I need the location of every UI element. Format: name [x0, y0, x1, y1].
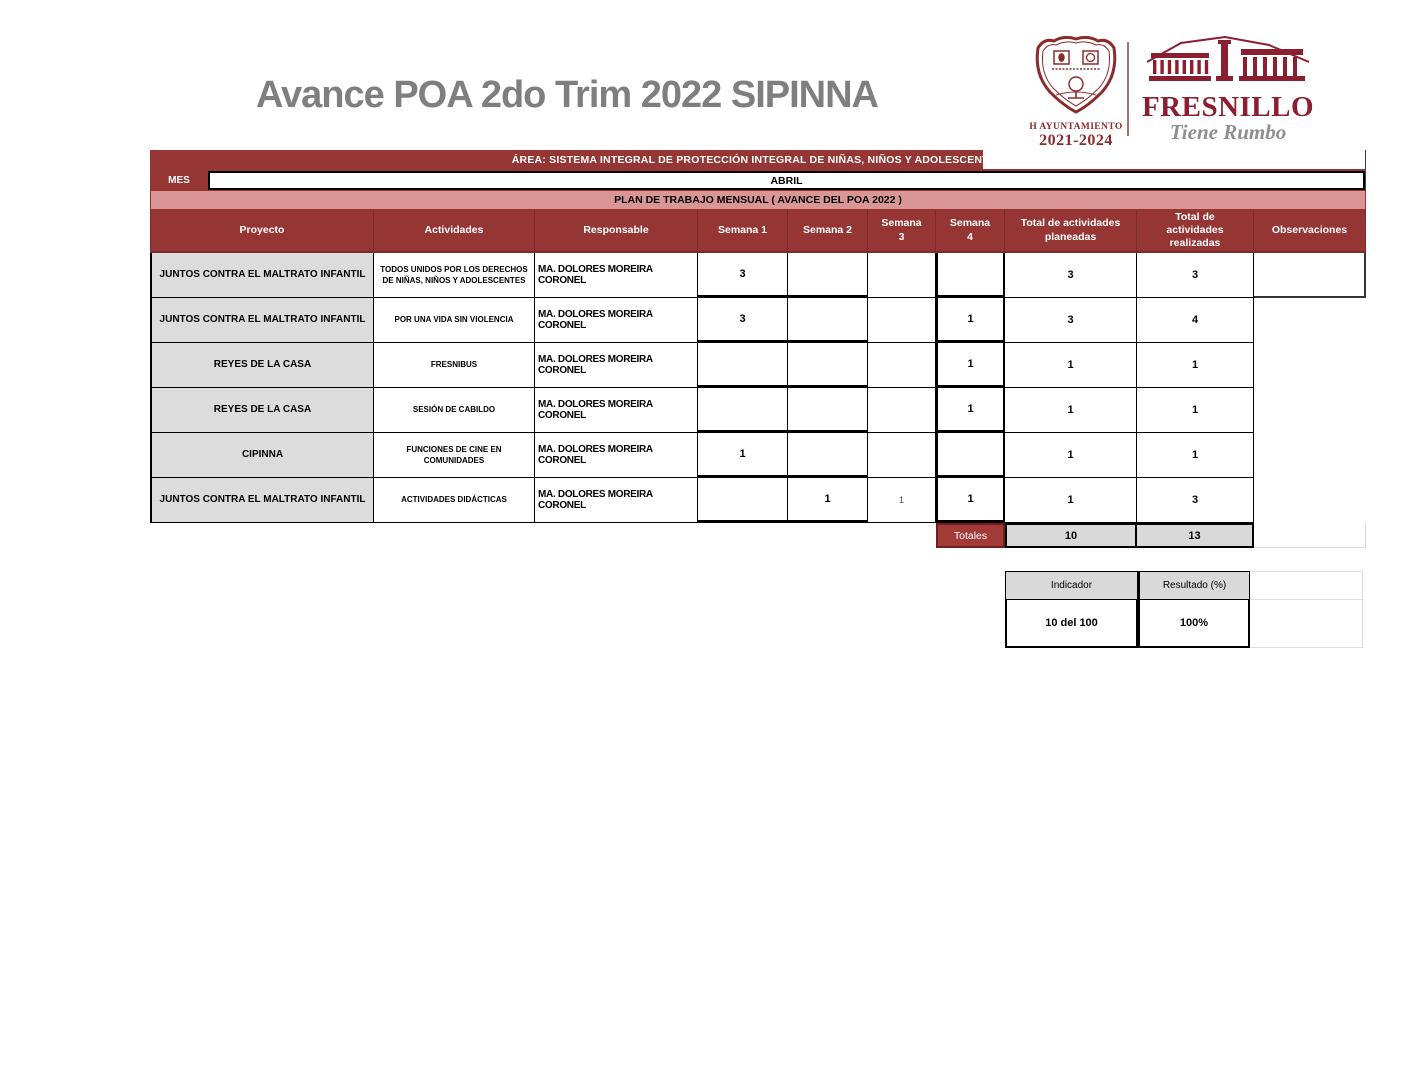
indicador-value: 10 del 100: [1005, 600, 1138, 648]
cell-actividades: POR UNA VIDA SIN VIOLENCIA: [374, 298, 535, 343]
cell-semana2: [788, 253, 868, 298]
cell-observaciones: [1254, 478, 1366, 523]
cell-observaciones: [1254, 433, 1366, 478]
cell-realizadas: 1: [1137, 388, 1254, 433]
resultado-value: 100%: [1138, 600, 1250, 648]
brand-tagline: Tiene Rumbo: [1169, 120, 1287, 144]
cell-semana4: 1: [936, 298, 1005, 343]
cell-realizadas: 1: [1137, 433, 1254, 478]
report-header-band: [150, 150, 1366, 190]
indicador-table: [1005, 571, 1363, 648]
plan-title: PLAN DE TRABAJO MENSUAL ( AVANCE DEL POA 2022 ): [150, 190, 1366, 210]
poa-report-table: [150, 150, 1366, 548]
cell-semana3: [868, 253, 936, 298]
cell-responsable: MA. DOLORES MOREIRA CORONEL: [535, 388, 698, 433]
cell-semana3: [868, 433, 936, 478]
cell-responsable: MA. DOLORES MOREIRA CORONEL: [535, 298, 698, 343]
empty-grid-cell: [1250, 571, 1363, 600]
cell-semana1: 3: [698, 253, 788, 298]
cell-semana2: 1: [788, 478, 868, 523]
indicador-header: Indicador: [1005, 571, 1138, 600]
col-header-planeadas: Total de actividades planeadas: [1005, 210, 1137, 253]
cell-realizadas: 1: [1137, 343, 1254, 388]
cell-observaciones: [1254, 343, 1366, 388]
mes-value: ABRIL: [208, 171, 1365, 190]
cell-responsable: MA. DOLORES MOREIRA CORONEL: [535, 433, 698, 478]
col-header-actividades: Actividades: [374, 210, 535, 253]
mes-label: MES: [150, 171, 208, 190]
crest-years: 2021-2024: [1039, 132, 1113, 149]
cell-semana2: [788, 343, 868, 388]
plan-grid: [150, 210, 1366, 523]
mes-row: [150, 171, 1365, 190]
cell-semana1: [698, 388, 788, 433]
cell-actividades: FRESNIBUS: [374, 343, 535, 388]
cell-semana3: 1: [868, 478, 936, 523]
col-header-semana3: Semana 3: [868, 210, 936, 253]
cell-proyecto: CIPINNA: [150, 433, 374, 478]
cell-responsable: MA. DOLORES MOREIRA CORONEL: [535, 478, 698, 523]
cell-semana4: 1: [936, 343, 1005, 388]
cell-realizadas: 3: [1137, 478, 1254, 523]
page-title: Avance POA 2do Trim 2022 SIPINNA: [256, 74, 878, 116]
municipal-crest-logo: [1026, 32, 1126, 150]
cell-observaciones: [1254, 388, 1366, 433]
cell-semana3: [868, 343, 936, 388]
crest-caption: H AYUNTAMIENTO: [1029, 122, 1123, 132]
cell-planeadas: 3: [1005, 253, 1137, 298]
empty-grid-cell: [1254, 523, 1366, 548]
area-label: ÁREA: SISTEMA INTEGRAL DE PROTECCIÓN INTEGRAL DE NIÑAS, NIÑOS Y ADOLESCENTES: [511, 153, 1004, 166]
cell-realizadas: 3: [1137, 253, 1254, 298]
cell-semana1: 3: [698, 298, 788, 343]
cell-actividades: TODOS UNIDOS POR LOS DERECHOS DE NIÑAS, NIÑOS Y ADOLESCENTES: [374, 253, 535, 298]
cell-observaciones: [1254, 253, 1366, 298]
col-header-semana2: Semana 2: [788, 210, 868, 253]
brand-name: FRESNILLO: [1141, 91, 1315, 123]
cell-semana1: 1: [698, 433, 788, 478]
cell-planeadas: 1: [1005, 478, 1137, 523]
cell-proyecto: JUNTOS CONTRA EL MALTRATO INFANTIL: [150, 298, 374, 343]
monument-icon: [1143, 34, 1313, 88]
cell-responsable: MA. DOLORES MOREIRA CORONEL: [535, 343, 698, 388]
cell-semana4: 1: [936, 388, 1005, 433]
logo-divider: [1127, 42, 1129, 136]
col-header-observaciones: Observaciones: [1254, 210, 1366, 253]
cell-actividades: ACTIVIDADES DIDÁCTICAS: [374, 478, 535, 523]
cell-actividades: SESIÓN DE CABILDO: [374, 388, 535, 433]
col-header-realizadas: Total de actividades realizadas: [1137, 210, 1254, 253]
cell-semana1: [698, 478, 788, 523]
cell-realizadas: 4: [1137, 298, 1254, 343]
totales-label: Totales: [936, 523, 1005, 548]
col-header-semana1: Semana 1: [698, 210, 788, 253]
crest-shield-icon: [1028, 32, 1124, 116]
col-header-proyecto: Proyecto: [150, 210, 374, 253]
cell-planeadas: 1: [1005, 433, 1137, 478]
cell-responsable: MA. DOLORES MOREIRA CORONEL: [535, 253, 698, 298]
cell-semana3: [868, 298, 936, 343]
resultado-header: Resultado (%): [1138, 571, 1250, 600]
col-header-responsable: Responsable: [535, 210, 698, 253]
cell-semana4: [936, 253, 1005, 298]
total-realizadas: 13: [1137, 523, 1254, 548]
cell-proyecto: REYES DE LA CASA: [150, 343, 374, 388]
cell-semana2: [788, 388, 868, 433]
empty-grid-cell: [1250, 600, 1363, 648]
cell-planeadas: 3: [1005, 298, 1137, 343]
cell-proyecto: JUNTOS CONTRA EL MALTRATO INFANTIL: [150, 253, 374, 298]
cell-semana4: [936, 433, 1005, 478]
cell-semana2: [788, 433, 868, 478]
area-row: [150, 150, 1365, 171]
cell-semana3: [868, 388, 936, 433]
fresnillo-logo: [1138, 34, 1318, 145]
cell-planeadas: 1: [1005, 343, 1137, 388]
col-header-semana4: Semana 4: [936, 210, 1005, 253]
cell-semana1: [698, 343, 788, 388]
cell-planeadas: 1: [1005, 388, 1137, 433]
cell-proyecto: JUNTOS CONTRA EL MALTRATO INFANTIL: [150, 478, 374, 523]
cell-semana2: [788, 298, 868, 343]
total-planeadas: 10: [1005, 523, 1137, 548]
cell-proyecto: REYES DE LA CASA: [150, 388, 374, 433]
cell-observaciones: [1254, 298, 1366, 343]
cell-semana4: 1: [936, 478, 1005, 523]
totales-row: [936, 523, 1366, 548]
cell-actividades: FUNCIONES DE CINE EN COMUNIDADES: [374, 433, 535, 478]
